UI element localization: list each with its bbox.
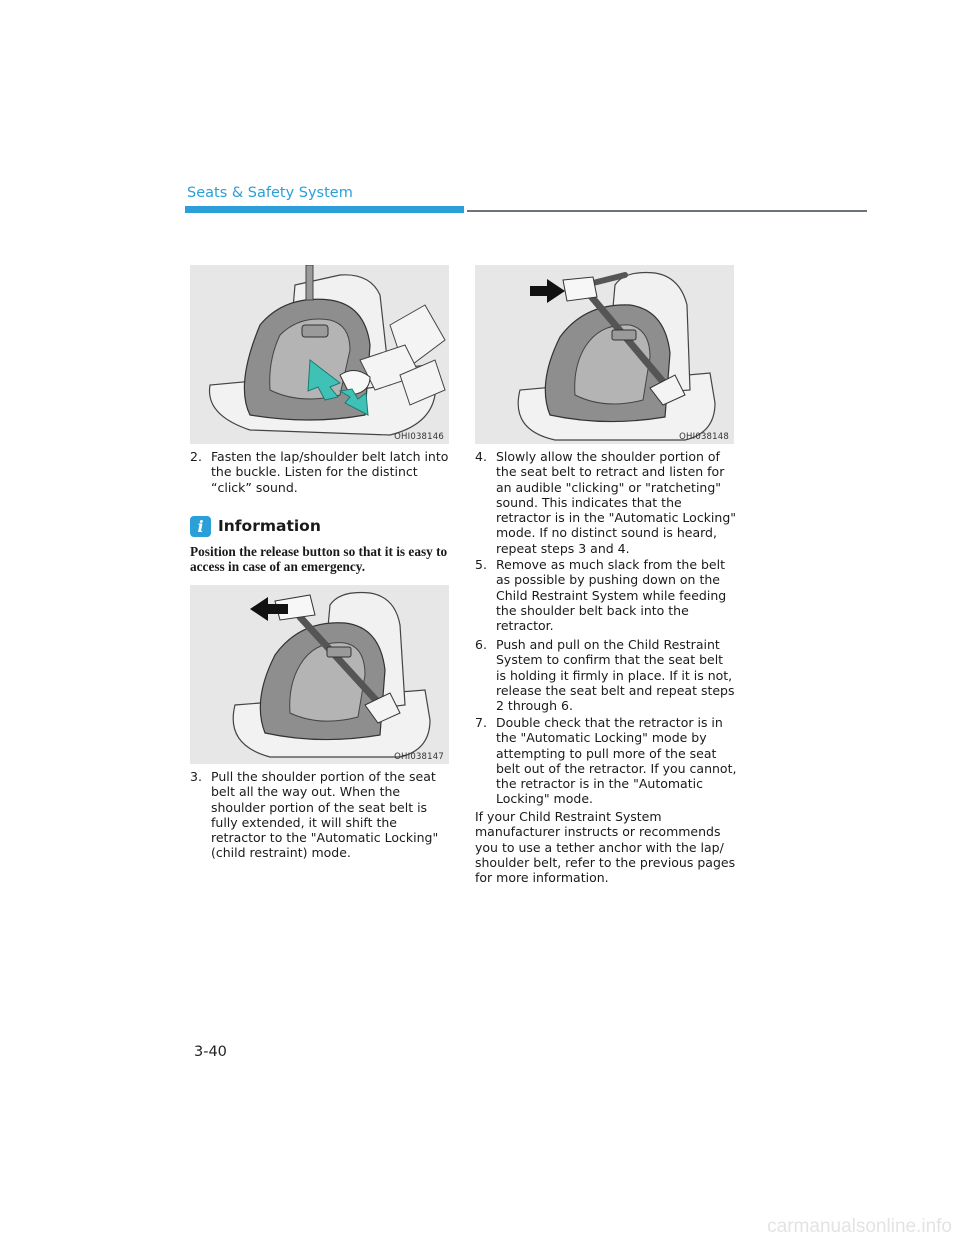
- figure-code: OHI038146: [394, 432, 444, 442]
- step-4: [475, 449, 737, 556]
- step-text: Fasten the lap/shoulder belt latch into the buckle. Listen for the distinct “click” sound.: [211, 449, 449, 495]
- step-7: [475, 715, 737, 807]
- figure-retract-belt: [475, 265, 734, 444]
- page-number: 3-40: [194, 1044, 227, 1060]
- figure-pull-belt: [190, 585, 449, 764]
- step-number: 5.: [475, 557, 487, 572]
- step-number: 2.: [190, 449, 202, 464]
- retract-belt-illustration: [475, 265, 734, 444]
- figure-buckle-fastening: [190, 265, 449, 444]
- step-3: [190, 769, 452, 861]
- step-text: Pull the shoulder portion of the seat belt all the way out. When the shoulder portion of the seat belt is fully extended, it will shift the retractor to the "Automatic Locking" (child restraint) mode.: [211, 769, 439, 861]
- step-number: 7.: [475, 715, 487, 730]
- header-rule: [467, 210, 867, 212]
- section-title: Seats & Safety System: [187, 185, 353, 201]
- step-text: Slowly allow the shoulder portion of the seat belt to retract and listen for an audible "clicking" or "ratcheting" sound. This indicates that the retractor is in the "Automatic Locking" mode. If no distinct sound is heard, repeat steps 3 and 4.: [496, 449, 737, 556]
- step-number: 4.: [475, 449, 487, 464]
- step-5: [475, 557, 737, 633]
- information-title: Information: [218, 517, 321, 535]
- closing-paragraph: If your Child Restraint System manufacturer instructs or recommends you to use a tether anchor with the lap/ shoulder belt, refer to the previous pages for more information.: [475, 809, 736, 886]
- information-icon: i: [190, 516, 211, 537]
- watermark: carmanualsonline.info: [767, 1216, 952, 1237]
- step-number: 3.: [190, 769, 202, 784]
- step-text: Remove as much slack from the belt as possible by pushing down on the Child Restraint System while feeding the shoulder belt back into the retractor.: [496, 557, 727, 634]
- step-6: [475, 637, 737, 713]
- step-text: Push and pull on the Child Restraint System to confirm that the seat belt is holding it firmly in place. If it is not, release the seat belt and repeat steps 2 through 6.: [496, 637, 735, 714]
- information-body: Position the release button so that it is easy to access in case of an emergency.: [190, 544, 448, 574]
- information-heading: [190, 515, 321, 537]
- figure-code: OHI038148: [679, 432, 729, 442]
- step-text: Double check that the retractor is in the "Automatic Locking" mode by attempting to pull more of the seat belt out of the retractor. If you cannot, the retractor is in the "Automatic Locking" mode.: [496, 715, 737, 807]
- step-2: [190, 449, 452, 495]
- buckle-illustration: [190, 265, 449, 444]
- step-number: 6.: [475, 637, 487, 652]
- pull-belt-illustration: [190, 585, 449, 764]
- header-rule-accent: [185, 206, 464, 213]
- figure-code: OHI038147: [394, 752, 444, 762]
